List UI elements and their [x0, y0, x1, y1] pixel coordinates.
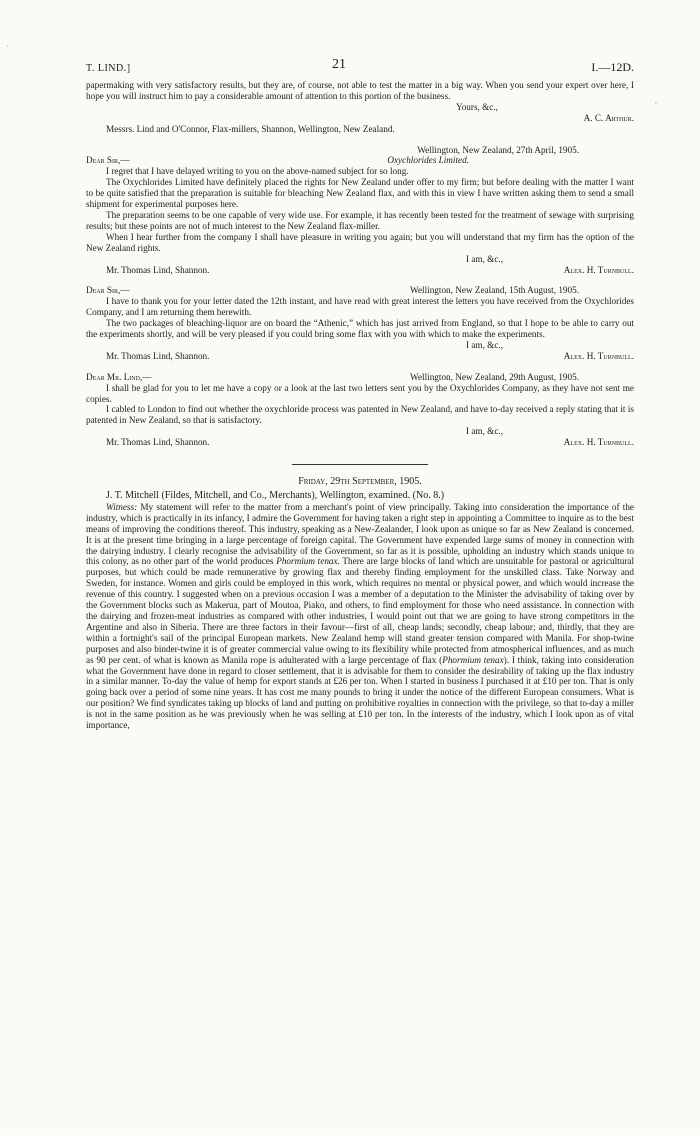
phormium-tenax-2: Phormium tenax [442, 654, 504, 665]
letter-2 [86, 285, 634, 361]
letter-1-addressee: Mr. Thomas Lind, Shannon. [106, 264, 210, 275]
letter-3-signature: Alex. H. Turnbull. [563, 437, 634, 448]
letter-3-closing: I am, &c., [466, 426, 503, 437]
witness-testimony [86, 502, 634, 731]
header-right: I.—12D. [591, 60, 634, 74]
testimony-part-2: There are large blocks of land which are unsuitable for pastoral or agricultural purposes, but which could be made remunerative by growing flax and thereby finding employment for the unskilled class. Take Norway and Sweden, for instance. Women and girls could be employed in this work, which requires no mental or physical power, and which would increase the revenue of this country. I suggested when on a previous occasion I was a member of a deputation to the Minister the advisability of taking over by the Government blocks such as Makerua, part of Moutoa, Piako, and others, to find employment for those who need assistance. In connection with the dairying and frozen-meat industries as compared with other industries, I would point out that we are going to have strong competitors in the Argentine and also in Siberia. There are three factors in their favour—first of all, cheap lands; secondly, cheap labour; and, thirdly, that they are within a fortnight's sail of the principal European markets. New Zealand hemp will stand greater tension compared with Manila. For shop-twine purposes and also binder-twine it is of greater commercial value owing to its flexibility while protected from atmospherical influences, and as much as 90 per cent. of what is known as Manila rope is adulterated with a large percentage of flax ( [86, 556, 635, 665]
margin-mark: · [6, 42, 9, 51]
witness-label: Witness: [106, 501, 138, 512]
intro-paragraph: papermaking with very satisfactory results, but they are, of course, not able to test the matter in a big way. When you send your expert over here, I hope you will instruct him to pay a considerable amount of attention to this portion of the business. [86, 80, 634, 101]
letter-3-salutation: Dear Mr. Lind,— [86, 371, 152, 382]
letter-1-paragraph: The preparation seems to be one capable of very wide use. For example, it has recently been tested for the treatment of sewage with surprising results; but these points are not of much interest to the New Zealand flax-miller. [86, 209, 634, 231]
intro-letter-end [86, 80, 634, 135]
letter-2-paragraph: The two packages of bleaching-liquor are on board the “Athenic,” which has just arrived from England, so that I hope to be able to carry out the experiments shortly, and will be very pleased if you could bring some flax with you with which to make the experiments. [86, 318, 634, 340]
page-number: 21 [332, 57, 346, 72]
section-divider [292, 464, 428, 465]
letter-3 [86, 372, 634, 448]
letter-2-paragraph: I have to thank you for your letter dated the 12th instant, and have read with great interest the letters you have received from the Oxychlorides Company, and I am returning them herewith. [86, 296, 634, 318]
letter-1-subject: Oxychlorides Limited. [387, 155, 469, 166]
session-section [86, 477, 634, 731]
letter-1-paragraph: The Oxychlorides Limited have definitely placed the rights for New Zealand under offer to my firm; but before dealing with the matter I want to be quite satisfied that the preparation is suitable for bleaching New Zealand flax, and with this in view I have written asking them to send a small shipment for experimental purposes here. [86, 177, 634, 210]
letter-1-closing: I am, &c., [466, 253, 503, 264]
letter-2-addressee: Mr. Thomas Lind, Shannon. [106, 350, 210, 361]
page-header [86, 57, 634, 80]
letter-1-paragraph: I regret that I have delayed writing to you on the above-named subject for so long. [106, 166, 409, 177]
letter-1-place-date: Wellington, New Zealand, 27th April, 1905. [417, 144, 579, 155]
letter-1-salutation: Dear Sir,— [86, 155, 130, 166]
letter-3-addressee: Mr. Thomas Lind, Shannon. [106, 437, 210, 448]
margin-mark: , [655, 96, 657, 105]
intro-signature: A. C. Arthur. [583, 112, 634, 123]
session-date-heading: Friday, 29th September, 1905. [298, 476, 422, 488]
letter-2-closing: I am, &c., [466, 339, 503, 350]
letter-3-paragraph: I shall be glad for you to let me have a copy or a look at the last two letters sent you by the Oxychlorides Company, as they have not sent me copies. [86, 382, 634, 404]
letter-2-place-date: Wellington, New Zealand, 15th August, 1905. [410, 285, 579, 296]
phormium-tenax-1: Phormium tenax. [276, 556, 340, 567]
letter-1-paragraph: When I hear further from the company I shall have pleasure in writing you again; but you will understand that my firm has the option of the New Zealand rights. [86, 231, 634, 253]
letter-3-place-date: Wellington, New Zealand, 29th August, 1905. [410, 371, 579, 382]
document-page [86, 57, 635, 731]
letter-3-paragraph: I cabled to London to find out whether the oxychloride process was patented in New Zealand, and have to-day received a reply stating that it is patented in New Zealand, so that is satisfactory. [86, 404, 634, 426]
intro-addressee: Messrs. Lind and O'Connor, Flax-millers, Shannon, Wellington, New Zealand. [106, 123, 395, 134]
letter-1-signature: Alex. H. Turnbull. [563, 264, 634, 275]
letter-1 [86, 145, 634, 276]
letter-2-salutation: Dear Sir,— [86, 285, 130, 296]
witness-intro: J. T. Mitchell (Fildes, Mitchell, and Co., Merchants), Wellington, examined. (No. 8.) [106, 490, 445, 501]
testimony-part-3: ). I think, taking into consideration what the Government have done in regard to closer settlement, that it is advisable for them to consider the desirability of taking up the flax industry in a similar manner. To-day the value of hemp for export stands at £26 per ton. When I started in business I purchased it at £10 per ton. That is only going back over a period of some nine years. It has cost me many pounds to bring it under the notice of the different European consumers. What is our position? We find syndicates taking up blocks of land and putting on prohibitive royalties in connection with the privilege, so that to-day a miller is not in the same position as he was previously when he was selling at £10 per ton. In the interests of the industry, which I look upon as of vital importance, [86, 654, 634, 731]
intro-closing: Yours, &c., [456, 101, 498, 112]
letter-2-signature: Alex. H. Turnbull. [563, 350, 634, 361]
header-left: T. LIND.] [86, 63, 131, 74]
testimony-part-1: My statement will refer to the matter from a merchant's point of view principally. Taking into consideration the importance of the industry, which is practically in its infancy, I admire the Government for having taken a right step in appointing a Committee to inquire as to the best means of improving the conditions thereof. This industry, speaking as a New-Zealander, I look upon as unique so far as New Zealand is concerned. It is at the present time bringing in a large percentage of foreign capital. The Government have expended large sums of money in connection with the dairying industry. I clearly recognise the advisability of the Government, so far as it is possible, upholding an industry which stands unique to this colony, as no other part of the world produces [86, 501, 634, 567]
